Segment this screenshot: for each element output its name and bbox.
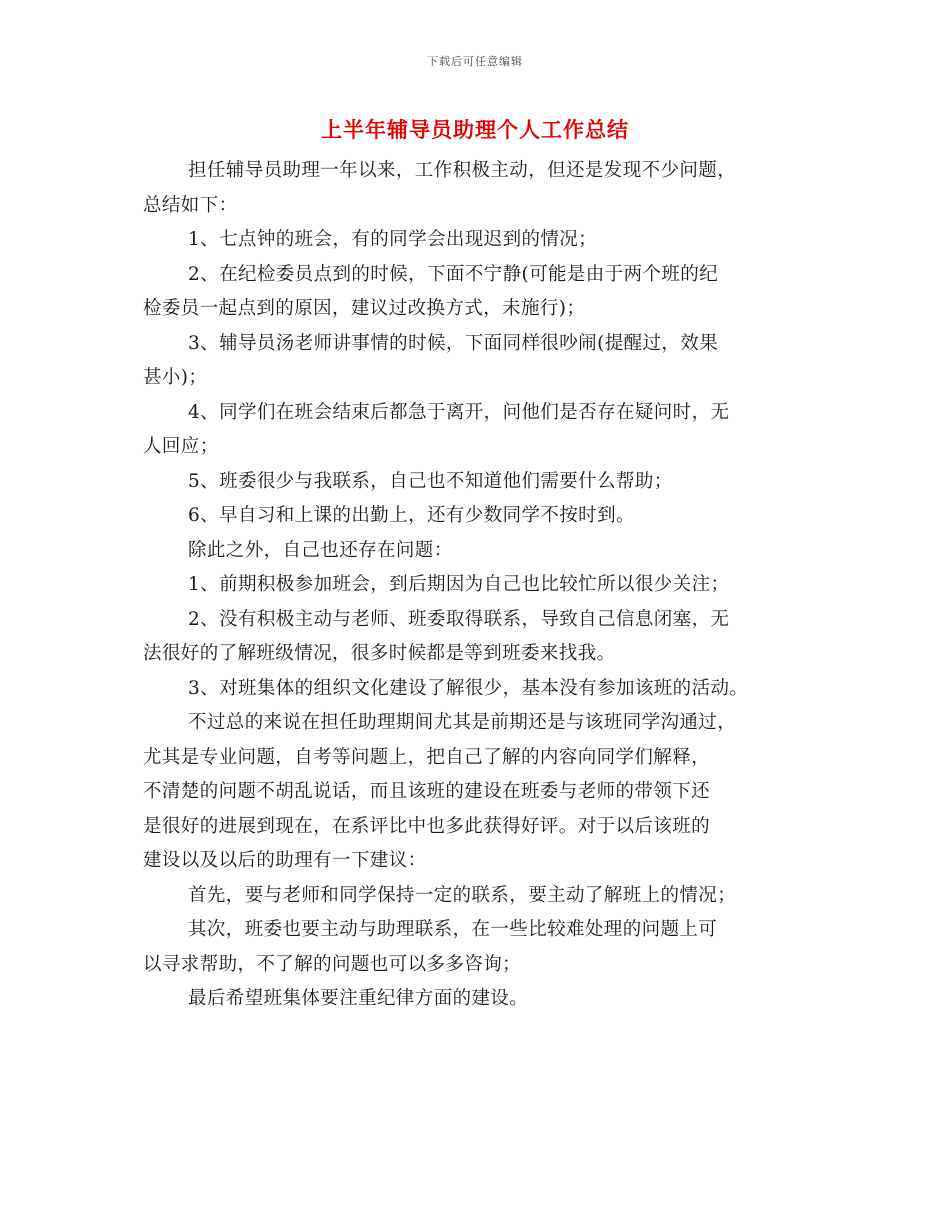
paragraph-line: 6、早自习和上课的出勤上，还有少数同学不按时到。 — [188, 505, 635, 526]
paragraph-line: 1、前期积极参加班会，到后期因为自己也比较忙所以很少关注； — [188, 574, 730, 595]
paragraph-line: 不过总的来说在担任助理期间尤其是前期还是与该班同学沟通过， — [188, 712, 737, 733]
paragraph-line: 甚小)； — [143, 367, 208, 388]
paragraph-line: 3、辅导员汤老师讲事情的时候，下面同样很吵闹(提醒过，效果 — [188, 332, 719, 354]
paragraph-line: 其次，班委也要主动与助理联系，在一些比较难处理的问题上可 — [188, 919, 718, 940]
paragraph-line: 尤其是专业问题，自考等问题上，把自己了解的内容向同学们解释， — [143, 746, 711, 768]
paragraph-line: 以寻求帮助，不了解的问题也可以多多咨询； — [143, 953, 522, 975]
paragraph-line: 是很好的进展到现在，在系评比中也多此获得好评。对于以后该班的 — [143, 815, 711, 837]
paragraph-line: 3、对班集体的组织文化建设了解很少，基本没有参加该班的活动。 — [188, 677, 749, 699]
paragraph-line: 不清楚的问题不胡乱说话，而且该班的建设在班委与老师的带领下还 — [143, 781, 711, 802]
paragraph-line: 4、同学们在班会结束后都急于离开，问他们是否存在疑问时，无 — [188, 401, 730, 423]
document-title: 上半年辅导员助理个人工作总结 — [321, 117, 629, 142]
paragraph-line: 建设以及以后的助理有一下建议： — [143, 850, 427, 871]
paragraph-line: 总结如下： — [143, 194, 238, 216]
paragraph-line: 检委员一起点到的原因，建议过改换方式，未施行)； — [143, 298, 586, 319]
paragraph-line: 人回应； — [143, 436, 219, 457]
paragraph-line: 最后希望班集体要注重纪律方面的建设。 — [188, 988, 529, 1009]
paragraph-line: 首先，要与老师和同学保持一定的联系，要主动了解班上的情况； — [188, 884, 737, 906]
document-body — [143, 154, 833, 1017]
paragraph-line: 担任辅导员助理一年以来，工作积极主动，但还是发现不少问题， — [188, 160, 737, 181]
paragraph-line: 2、没有积极主动与老师、班委取得联系，导致自己信息闭塞，无 — [188, 608, 730, 630]
header-note: 下载后可任意编辑 — [427, 55, 523, 68]
paragraph-line: 2、在纪检委员点到的时候，下面不宁静(可能是由于两个班的纪 — [188, 263, 719, 285]
paragraph-line: 5、班委很少与我联系，自己也不知道他们需要什么帮助； — [188, 470, 673, 492]
paragraph-line: 法很好的了解班级情况，很多时候都是等到班委来找我。 — [143, 643, 616, 664]
paragraph-line: 除此之外，自己也还存在问题： — [188, 539, 453, 561]
paragraph-line: 1、七点钟的班会，有的同学会出现迟到的情况； — [188, 229, 598, 250]
